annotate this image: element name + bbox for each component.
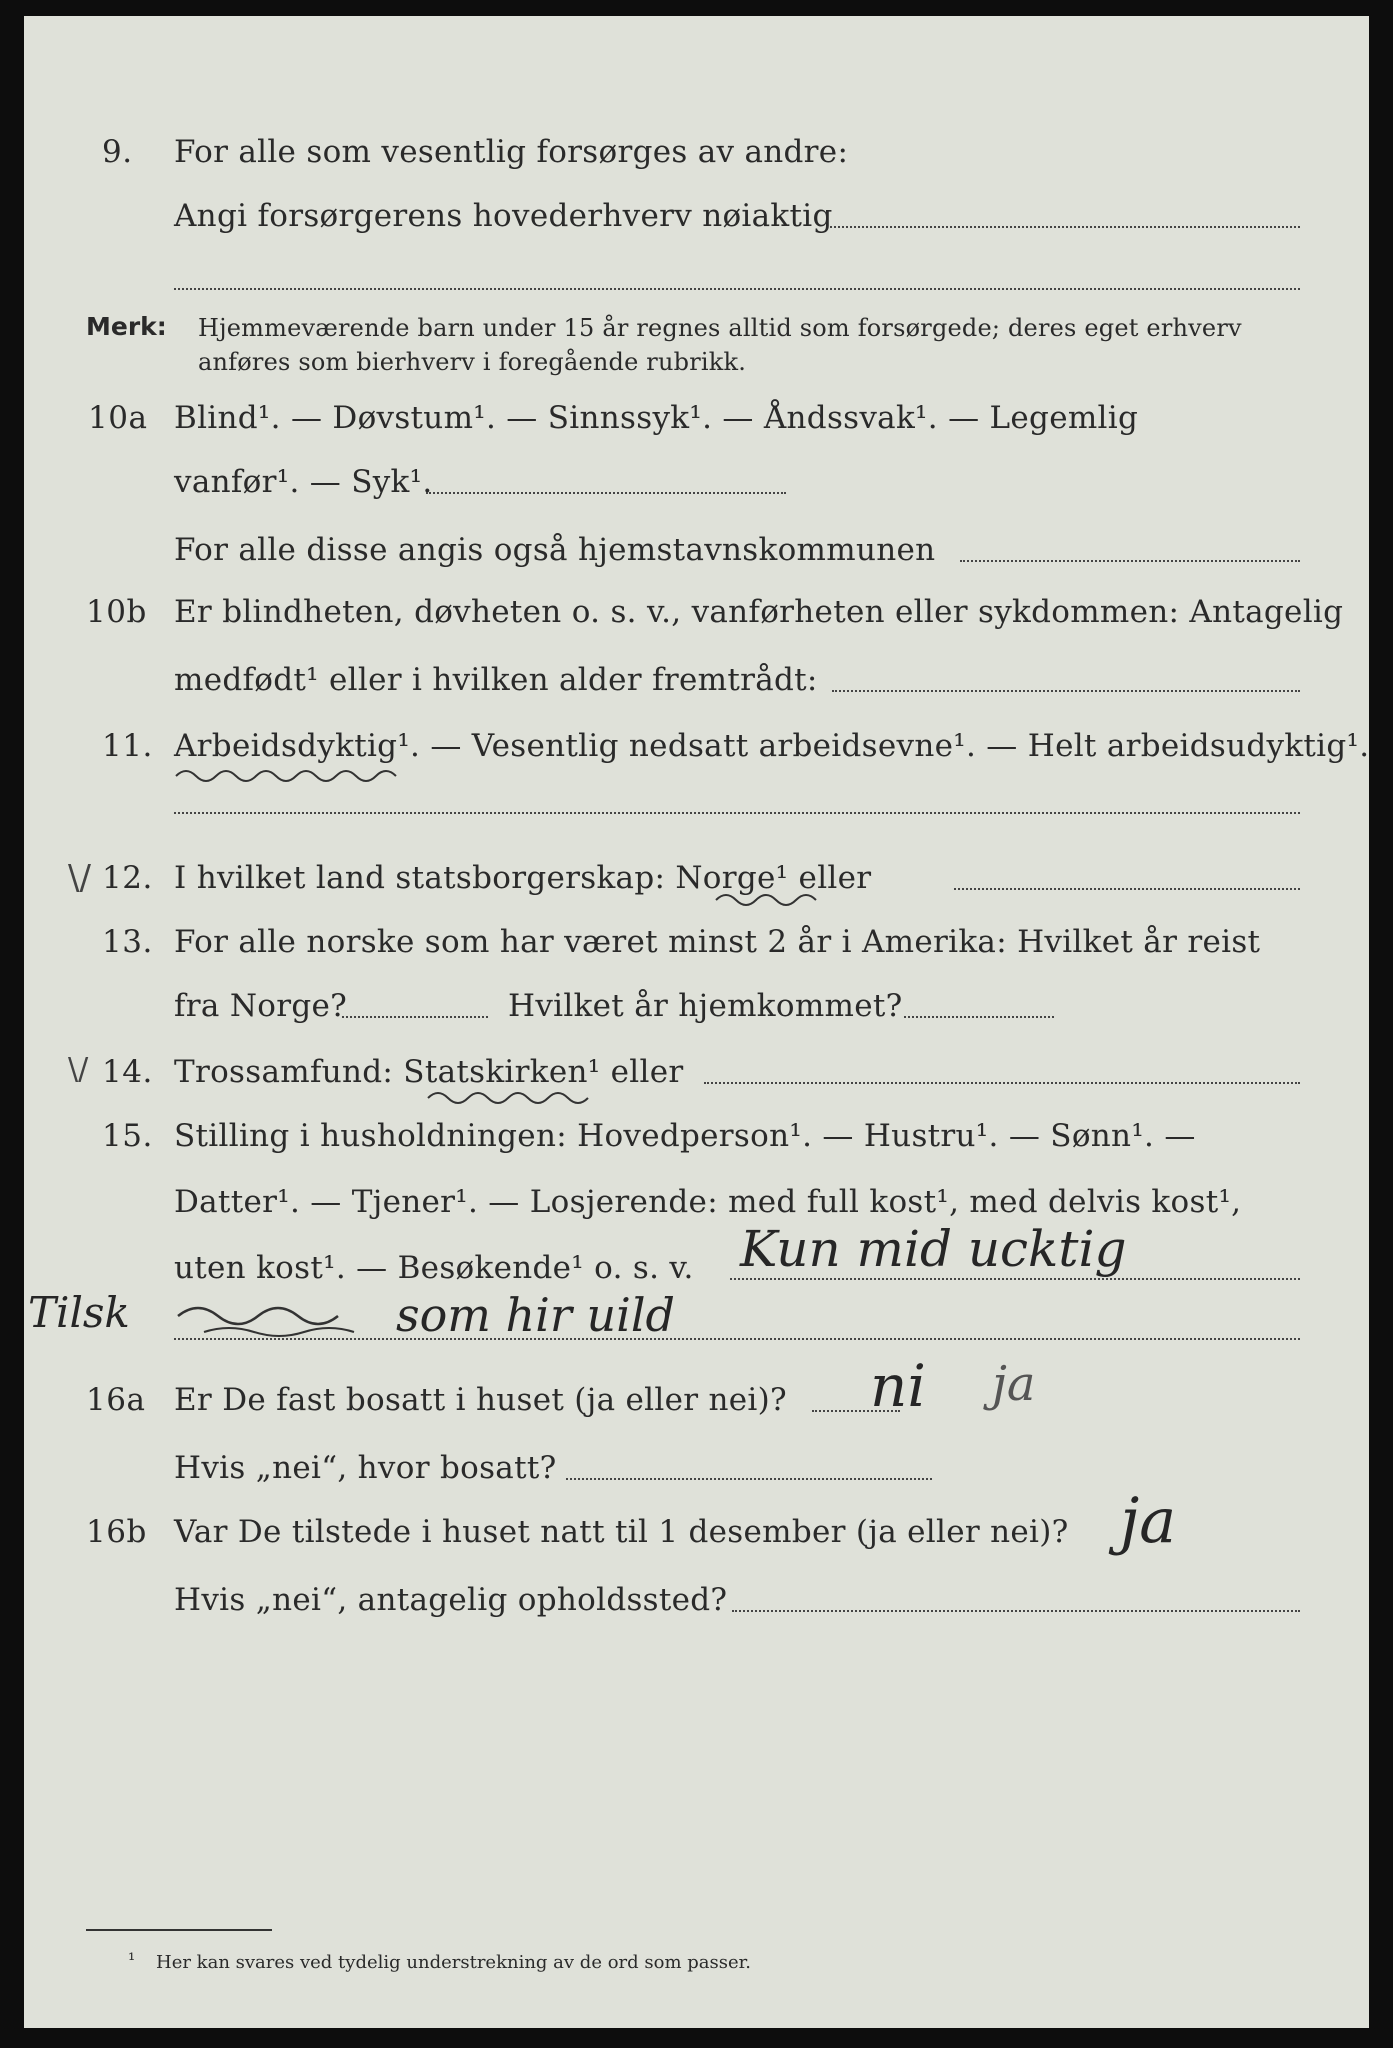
q11-answer-line xyxy=(174,812,1300,814)
q10a-answer-line-2 xyxy=(960,560,1300,562)
merk-line2: anføres som bierhverv i foregående rubrikk. xyxy=(198,348,747,376)
q10b-line2: medfødt¹ eller i hvilken alder fremtrådt: xyxy=(174,662,818,698)
q15-line2: Datter¹. — Tjener¹. — Losjerende: med full kost¹, med delvis kost¹, xyxy=(174,1184,1242,1220)
q9-line2: Angi forsørgerens hovederhverv nøiaktig xyxy=(174,198,833,234)
q14-line1: Trossamfund: Statskirken¹ eller xyxy=(174,1054,684,1090)
q10a-line1: Blind¹. — Døvstum¹. — Sinnssyk¹. — Åndssvak¹. — Legemlig xyxy=(174,400,1139,436)
q15-number: 15. xyxy=(102,1118,153,1154)
q16b-line1: Var De tilstede i huset natt til 1 desember (ja eller nei)? xyxy=(174,1514,1069,1550)
q13-line2a: fra Norge? xyxy=(174,988,348,1024)
q16a-number: 16a xyxy=(86,1382,146,1418)
footnote-marker: ¹ xyxy=(128,1950,136,1971)
q14-underline-mark xyxy=(426,1088,606,1108)
q12-line1: I hvilket land statsborgerskap: Norge¹ eller xyxy=(174,860,872,896)
q16a-handwritten-answer: ni xyxy=(870,1352,926,1420)
q15-strikethrough-scribble xyxy=(174,1298,374,1338)
q12-number: 12. xyxy=(102,860,153,896)
q16a-answer-line-2 xyxy=(566,1478,932,1480)
q16b-line2: Hvis „nei“, antagelig opholdssted? xyxy=(174,1582,728,1618)
q16b-answer-line xyxy=(732,1610,1300,1612)
q13-answer-line-a xyxy=(342,1016,488,1018)
q13-line2b: Hvilket år hjemkommet? xyxy=(508,988,903,1024)
q9-line1: For alle som vesentlig forsørges av andre: xyxy=(174,134,849,170)
q14-answer-line xyxy=(704,1082,1300,1084)
q10a-line3: For alle disse angis også hjemstavnskommunen xyxy=(174,532,936,568)
q13-answer-line-b xyxy=(904,1016,1054,1018)
q16b-handwritten-answer: ja xyxy=(1120,1484,1177,1557)
q16a-line1: Er De fast bosatt i huset (ja eller nei)? xyxy=(174,1382,787,1418)
q11-underline-mark xyxy=(174,764,404,786)
q16a-line2: Hvis „nei“, hvor bosatt? xyxy=(174,1450,557,1486)
q15-line1: Stilling i husholdningen: Hovedperson¹. — Hustru¹. — Sønn¹. — xyxy=(174,1118,1196,1154)
q15-handwritten-answer-2: som hir uild xyxy=(396,1288,675,1342)
q12-underline-mark xyxy=(714,890,824,912)
q9-answer-line xyxy=(830,226,1300,228)
q14-check-mark: \/ xyxy=(68,1052,89,1087)
q10a-number: 10a xyxy=(88,400,148,436)
q13-line1: For alle norske som har været minst 2 år i Amerika: Hvilket år reist xyxy=(174,924,1261,960)
q10a-answer-line xyxy=(426,492,786,494)
q15-answer-line-2 xyxy=(174,1338,1300,1340)
q15-handwritten-margin: Tilsk xyxy=(28,1288,130,1337)
q15-answer-line xyxy=(730,1278,1300,1280)
q15-line3: uten kost¹. — Besøkende¹ o. s. v. xyxy=(174,1250,694,1286)
q10b-line1: Er blindheten, døvheten o. s. v., vanførheten eller sykdommen: Antagelig xyxy=(174,594,1344,630)
q10b-number: 10b xyxy=(86,594,147,630)
q9-number: 9. xyxy=(102,134,133,170)
q11-number: 11. xyxy=(102,728,153,764)
q13-number: 13. xyxy=(102,924,153,960)
q12-answer-line xyxy=(954,888,1300,890)
census-form-page xyxy=(24,16,1369,2028)
q14-number: 14. xyxy=(102,1054,153,1090)
footnote-text: Her kan svares ved tydelig understrekning av de ord som passer. xyxy=(156,1952,751,1973)
merk-label: Merk: xyxy=(86,312,167,341)
q12-check-mark: \/ xyxy=(68,858,91,898)
q16b-number: 16b xyxy=(86,1514,147,1550)
q10a-line2: vanfør¹. — Syk¹. xyxy=(174,464,433,500)
q16a-handwritten-answer-b: ja xyxy=(992,1356,1036,1412)
footnote-rule xyxy=(86,1929,272,1931)
q11-line1: Arbeidsdyktig¹. — Vesentlig nedsatt arbeidsevne¹. — Helt arbeidsudyktig¹. xyxy=(174,728,1370,764)
q9-answer-line-2 xyxy=(174,288,1300,290)
q15-handwritten-answer: Kun mid ucktig xyxy=(740,1220,1127,1278)
q10b-answer-line xyxy=(832,690,1300,692)
merk-line1: Hjemmeværende barn under 15 år regnes alltid som forsørgede; deres eget erhverv xyxy=(198,314,1242,342)
